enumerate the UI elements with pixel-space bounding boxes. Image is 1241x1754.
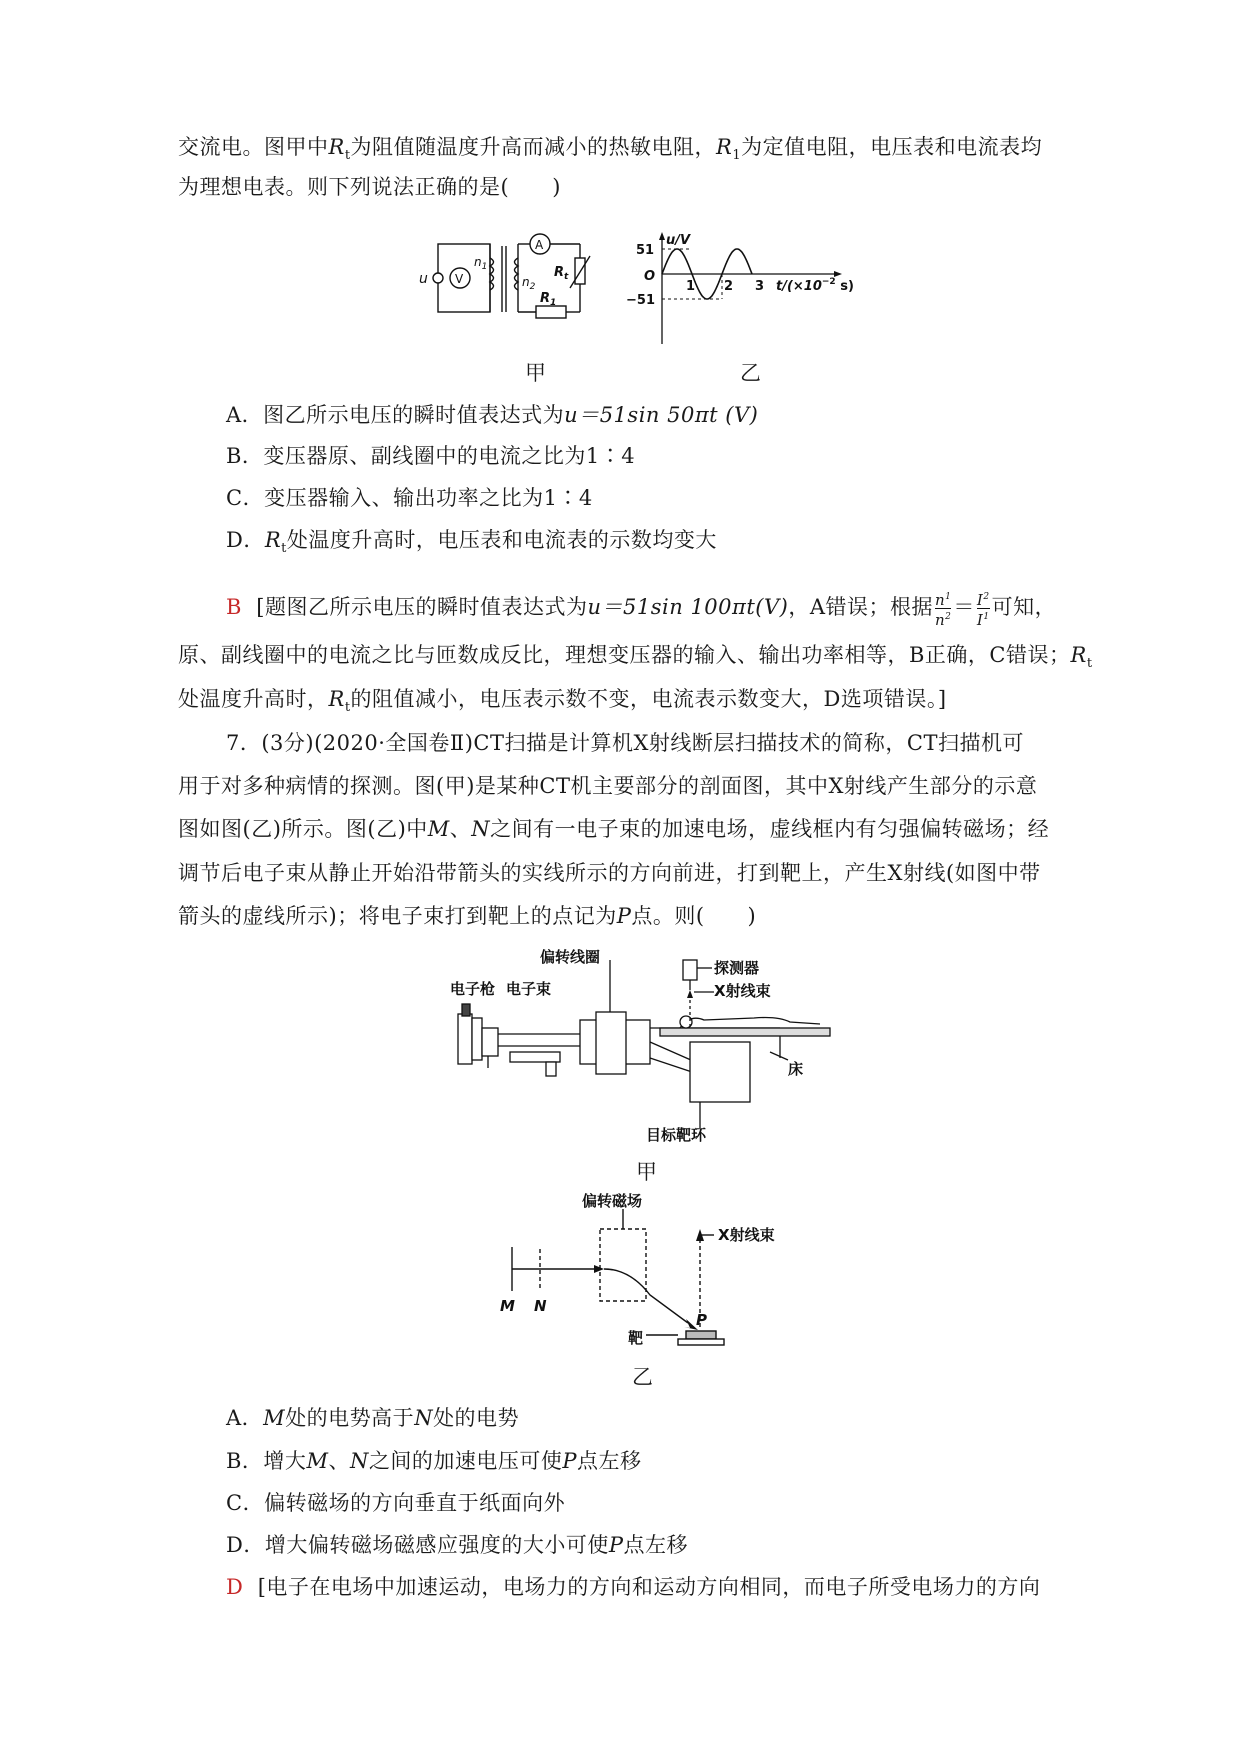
q7-option-a-prefix: A． (226, 1406, 264, 1430)
intro-line-1 (178, 132, 1042, 171)
label-bed: 床 (788, 1060, 804, 1078)
q7-option-b-end: 点左移 (576, 1449, 642, 1473)
label-n: N (534, 1297, 547, 1315)
ammeter-label: A (535, 238, 544, 252)
q7-line-3-text-b: 之间有一电子束的加速电场，虚线框内有匀强偏转磁场；经 (490, 817, 1050, 841)
q6-answer-line2-subscript: t (1086, 656, 1093, 672)
q7-option-a-n: N (414, 1406, 434, 1430)
q6-answer-line3-subscript: t (344, 700, 351, 716)
q6-answer-text-f: 的阻值减小，电压表示数不变，电流表示数变大，D选项错误。] (350, 687, 947, 711)
r1-symbol: R (716, 135, 733, 159)
q7-line-5-text-b: 点。则( ) (631, 904, 757, 928)
q6-answer-letter: B (226, 595, 242, 619)
fig6-caption-right: 乙 (740, 361, 761, 385)
q7-option-d (226, 1530, 688, 1560)
q7-option-b (226, 1446, 641, 1476)
graph-xtick-3: 3 (755, 279, 765, 294)
turns-ratio-fraction: $\frac{n^1}{n^2}$ (935, 591, 952, 629)
q7-line-4: 调节后电子束从静止开始沿带箭头的实线所示的方向前进，打到靶上，产生X射线(如图中带 (178, 861, 1041, 885)
q6-option-d-symbol: R (264, 528, 282, 552)
q7-option-a (226, 1403, 519, 1433)
q7-option-b-prefix: B．增大 (226, 1449, 307, 1473)
q6-answer-line-2 (178, 640, 1093, 679)
q6-option-a-expr: u＝51sin 50πt (V) (564, 403, 759, 427)
q6-option-d-text: 处温度升高时，电压表和电流表的示数均变大 (286, 528, 717, 552)
label-p: P (696, 1311, 707, 1329)
q7-option-c: C．偏转磁场的方向垂直于纸面向外 (226, 1491, 566, 1515)
graph-x-label: $t/(\times 10^{-2}$ s) (776, 277, 854, 294)
q6-option-a-text: A．图乙所示电压的瞬时值表达式为 (226, 403, 565, 427)
graph-ytick-top: 51 (636, 243, 655, 258)
q6-option-d-subscript: t (281, 541, 287, 557)
label-detector: 探测器 (714, 959, 760, 977)
q6-option-b: B．变压器原、副线圈中的电流之比为1∶4 (226, 444, 636, 468)
r1-subscript: 1 (732, 148, 742, 164)
figure-circuit-and-graph (420, 232, 880, 344)
fig7b-caption: 乙 (632, 1365, 653, 1389)
q7-line-5-text-a: 箭头的虚线所示)；将电子束打到靶上的点记为 (178, 904, 617, 928)
intro-text-a: 交流电。图甲中 (178, 135, 329, 159)
q6-answer-line3-symbol: R (328, 687, 345, 711)
q6-answer-text-e: 处温度升高时， (178, 687, 329, 711)
q6-answer-line2-symbol: R (1070, 643, 1087, 667)
r1-label: $R_1$ (540, 291, 557, 308)
label-target-ring: 目标靶环 (646, 1126, 707, 1144)
q7-answer-text: [电子在电场中加速运动，电场力的方向和运动方向相同，而电子所受电场力的方向 (257, 1575, 1041, 1599)
label-m: M (500, 1297, 515, 1315)
n2-label: $n_2$ (522, 275, 536, 292)
figure-xray-schematic (500, 1192, 800, 1350)
n1-label: $n_1$ (474, 255, 488, 272)
intro-text-b: 为阻值随温度升高而减小的热敏电阻， (350, 135, 717, 159)
graph-y-arrow (659, 232, 665, 240)
q7-line-1: 7．(3分)(2020·全国卷Ⅱ)CT扫描是计算机X射线断层扫描技术的简称，CT扫描机可 (226, 731, 1024, 755)
q6-option-a (226, 400, 758, 430)
q7-line-3 (178, 814, 1049, 844)
q7-option-b-p: P (562, 1449, 577, 1473)
intro-line-2: 为理想电表。则下列说法正确的是( ) (178, 175, 561, 199)
q7-option-d-p: P (608, 1533, 624, 1557)
q6-answer-text-d: 原、副线圈中的电流之比与匝数成反比，理想变压器的输入、输出功率相等，B正确，C错误； (178, 643, 1071, 667)
q7-option-a-mid: 处的电势高于 (285, 1406, 415, 1430)
label-deflection-coil: 偏转线圈 (540, 948, 601, 966)
q7-m-symbol: M (427, 817, 450, 841)
q7-line-2: 用于对多种病情的探测。图(甲)是某种CT机主要部分的剖面图，其中X射线产生部分的示意 (178, 774, 1038, 798)
rt-label: $R_t$ (554, 265, 569, 282)
q7-line-5 (178, 901, 756, 931)
q6-answer-line-3 (178, 684, 947, 723)
schematic-drawing (512, 1209, 724, 1345)
q6-answer-line-1 (226, 589, 1056, 628)
label-deflection-field: 偏转磁场 (582, 1192, 643, 1210)
graph-origin: O (644, 269, 656, 284)
q6-answer-expr: u＝51sin 100πt(V) (587, 595, 789, 619)
graph-xtick-2: 2 (724, 279, 734, 294)
fig6-caption-left: 甲 (525, 361, 546, 385)
q7-option-b-n: N (349, 1449, 369, 1473)
q7-answer-letter: D (226, 1575, 244, 1599)
q7-option-a-m: M (263, 1406, 286, 1430)
q6-answer-equals: ＝ (953, 595, 975, 619)
q7-option-d-end: 点左移 (623, 1533, 688, 1557)
q6-option-d-prefix: D． (226, 528, 265, 552)
graph-ytick-bottom: −51 (626, 293, 655, 308)
label-target: 靶 (628, 1329, 644, 1347)
q7-n-symbol: N (471, 817, 491, 841)
rt-subscript: t (344, 148, 351, 164)
q6-answer-text-b: ，A错误；根据 (788, 595, 933, 619)
q7-answer-line-1 (226, 1572, 1040, 1602)
graph-xtick-1: 1 (686, 279, 696, 294)
q7-option-a-end: 处的电势 (433, 1406, 520, 1430)
label-xray-beam-b: X射线束 (718, 1226, 775, 1244)
circuit-u-label: u (419, 271, 428, 287)
current-ratio-fraction: $\frac{I^2}{I^1}$ (976, 591, 990, 629)
q6-option-c: C．变压器输入、输出功率之比为1∶4 (226, 486, 593, 510)
q7-line-3-text-a: 图如图(乙)所示。图(乙)中 (178, 817, 428, 841)
label-electron-gun: 电子枪 (450, 980, 496, 998)
intro-text-c: 为定值电阻，电压表和电流表均 (741, 135, 1043, 159)
q7-option-b-sep: 、 (328, 1449, 350, 1473)
q7-option-b-mid: 之间的加速电压可使 (368, 1449, 563, 1473)
voltmeter-label: V (455, 272, 464, 286)
q7-line-3-sep: 、 (449, 817, 472, 841)
q6-answer-text-c: 可知， (991, 595, 1057, 619)
q7-p-symbol: P (616, 904, 632, 928)
label-electron-beam: 电子束 (506, 980, 552, 998)
q7-option-b-m: M (306, 1449, 329, 1473)
figure-ct-machine (450, 938, 830, 1143)
q6-answer-text-a: [题图乙所示电压的瞬时值表达式为 (256, 595, 588, 619)
q6-option-d (226, 525, 717, 564)
graph-y-label: u/V (666, 233, 691, 248)
label-xray-beam: X射线束 (714, 982, 771, 1000)
fig7a-caption: 甲 (636, 1160, 657, 1184)
rt-symbol: R (328, 135, 345, 159)
q7-option-d-prefix: D．增大偏转磁场磁感应强度的大小可使 (226, 1533, 609, 1557)
